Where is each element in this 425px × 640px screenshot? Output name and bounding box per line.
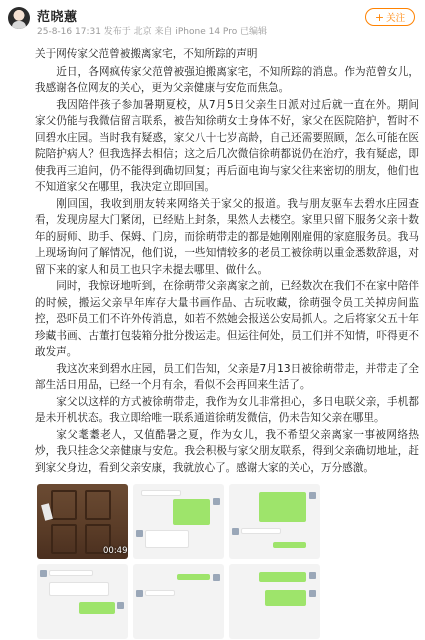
chat-bubble (145, 590, 175, 596)
chat-bubble (173, 499, 210, 525)
chat-bubble (273, 542, 306, 548)
plus-icon: + (374, 10, 385, 24)
post-paragraph: 我因陪伴孩子参加暑期夏校，从7月5日父亲生日派对过后就一直在外。期间家父仍能与我微信留言联系，被告知徐萌女士身体不好，家父在医院陪护，暂时不回碧水庄园。当时我有疑惑，家父八十七岁高龄，自己还需要照顾，怎么可能在医院陪护病人？但我选择去相信；这之后几次微信徐萌都说仍在治疗，我有疑虑，即使我再三追问，仍不能得到确切回复；再后面电询与家父往来密切的朋友，他们也不知道家父在哪里，我决定立即回国。 (35, 98, 419, 193)
post-paragraph: 家父耄耋老人，又值酷暑之夏，作为女儿，我不希望父亲离家一事被网络热炒，我只挂念父亲健康与安危。我会积极与家父朋友联系，得到父亲确切地址，赶到家父身边，看到父亲安康，我就放心了。感谢大家的关心，万分感激。 (35, 428, 419, 474)
post-paragraph: 家父以这样的方式被徐萌带走，我作为女儿非常担心，多日电联父亲，手机都是未开机状态。我立即给唯一联系通道徐萌发微信，仍未告知父亲在哪里。 (35, 395, 419, 424)
chat-avatar (117, 602, 124, 609)
post-header (0, 0, 425, 40)
chat-bubble (241, 528, 281, 534)
chat-bubble (79, 602, 115, 614)
chat-screenshot-thumbnail[interactable] (133, 484, 224, 559)
chat-bubble (265, 590, 306, 606)
video-thumbnail[interactable] (37, 484, 128, 559)
follow-button-label: 关注 (386, 13, 406, 24)
chat-screenshot-thumbnail[interactable] (37, 564, 128, 639)
door-panel (51, 524, 77, 554)
door-panel (51, 490, 77, 520)
chat-avatar (213, 574, 220, 581)
chat-screenshot-thumbnail[interactable] (229, 484, 320, 559)
chat-screenshot-thumbnail[interactable] (133, 564, 224, 639)
chat-avatar (309, 492, 316, 499)
chat-bubble (259, 492, 306, 522)
chat-avatar (136, 530, 143, 537)
post-paragraph: 我这次来到碧水庄园，员工们告知，父亲是7月13日被徐萌带走，并带走了全部生活日用品，已经一个月有余，看似不会再回来生活了。 (35, 362, 419, 391)
chat-avatar (213, 498, 220, 505)
chat-avatar (232, 528, 239, 535)
post-paragraph: 刚回国，我收到朋友转来网络关于家父的报道。我与朋友驱车去碧水庄园查看，发现房屋大门紧闭，已经贴上封条，果然人去楼空。家里只留下服务父亲十数年的厨师、助手、保姆、门房，而徐萌带走的都是她刚刚雇佣的家庭服务员。我马上现场询问了解情况，他们说，一些知情较多的老员工被徐萌以重金悉数辞退，对留下来的家人和员工也只字未提去哪里、做什么。 (35, 197, 419, 276)
chat-avatar (136, 590, 143, 597)
author-name[interactable]: 范晓蕙 (37, 10, 78, 25)
chat-avatar (309, 572, 316, 579)
post-body (35, 46, 419, 476)
chat-bubble (177, 574, 210, 580)
chat-bubble (49, 582, 109, 596)
chat-bubble (145, 530, 189, 548)
post-meta: 25-8-16 17:31 发布于 北京 来自 iPhone 14 Pro 已编辑 (37, 27, 268, 37)
post-paragraph: 同时，我惊讶地听到，在徐萌带父亲离家之前，已经数次在我们不在家中陪伴的时候，搬运父亲早年库存大量书画作品、古玩收藏，徐萌强令员工关掉房间监控，恐吓员工们不许外传消息，如若不然她会报送公安局抓人。之后将家父五十年珍藏书画、古董打包装箱分批分拨运走。但运往何处，员工们并不知情，吓得更不敢发声。 (35, 280, 419, 358)
media-grid (37, 484, 320, 640)
post-title: 关于网传家父范曾被搬离家宅，不知所踪的声明 (35, 48, 258, 60)
chat-avatar (309, 590, 316, 597)
chat-avatar (40, 570, 47, 577)
video-duration: 00:49 (103, 546, 128, 556)
chat-screenshot-thumbnail[interactable] (229, 564, 320, 639)
author-avatar[interactable] (8, 7, 30, 29)
chat-bubble (49, 570, 93, 576)
chat-bubble (141, 490, 181, 496)
post-paragraph: 近日，各网疯传家父范曾被强迫搬离家宅，不知所踪的消息。作为范曾女儿，我感谢各位网友的关心，更为父亲健康与安危而焦急。 (35, 65, 419, 94)
door-panel (85, 490, 111, 520)
follow-button[interactable] (365, 8, 415, 26)
chat-bubble (259, 572, 306, 582)
